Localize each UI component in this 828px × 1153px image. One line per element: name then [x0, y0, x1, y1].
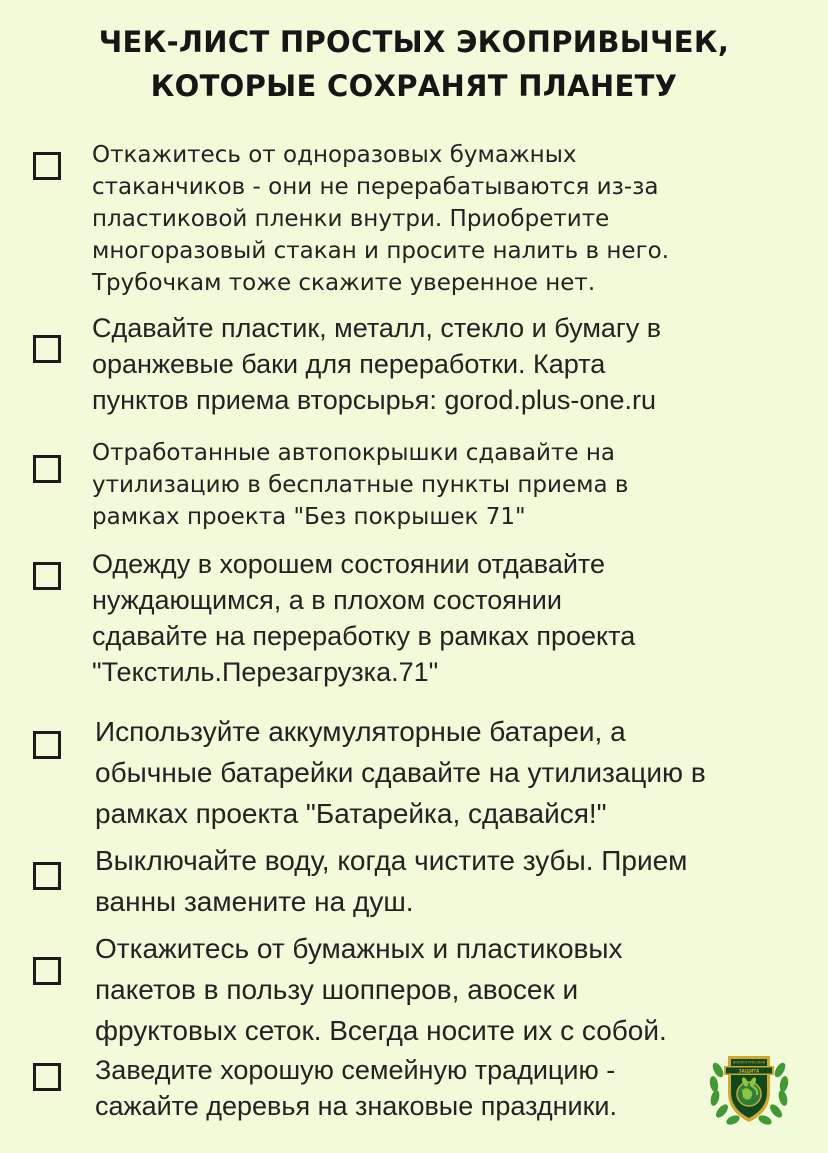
checkbox-4[interactable]: [33, 562, 61, 590]
checklist-item-text-1: Откажитесь от одноразовых бумажных стаканчиков - они не перерабатываются из-за пластиковой пленки внутри. Приобретите многоразовый стакан и просите налить в него. Трубочкам тоже скажите уверенное нет.: [92, 142, 670, 296]
checklist-item-text-3: Отработанные автопокрышки сдавайте на утилизацию в бесплатные пункты приема в рамках проекта "Без покрышек 71": [92, 440, 629, 530]
checklist-item-text-4: Одежду в хорошем состоянии отдавайте нуждающимся, а в плохом состоянии сдавайте на переработку в рамках проекта "Текстиль.Перезагрузка.71": [92, 549, 636, 687]
page-title: [0, 20, 828, 108]
shield-logo-icon: [706, 1046, 792, 1130]
checkbox-8[interactable]: [33, 1063, 61, 1091]
checklist-item-text-7: Откажитесь от бумажных и пластиковых пакетов в пользу шопперов, авосек и фруктовых сеток. Всегда носите их с собой.: [95, 933, 667, 1046]
checklist-item-text-6: Выключайте воду, когда чистите зубы. Прием ванны замените на душ.: [95, 845, 688, 917]
checkbox-1[interactable]: [33, 152, 61, 180]
checkbox-3[interactable]: [33, 455, 61, 483]
title-line-2: КОТОРЫЕ СОХРАНЯТ ПЛАНЕТУ: [150, 69, 678, 103]
checklist-item-text-5: Используйте аккумуляторные батареи, а обычные батарейки сдавайте на утилизацию в рамках проекта "Батарейка, сдавайся!": [95, 716, 706, 829]
checkbox-5[interactable]: [33, 731, 61, 759]
eco-protection-badge: [706, 1046, 792, 1130]
checklist-item-text-8: Заведите хорошую семейную традицию - сажайте деревья на знаковые праздники.: [95, 1055, 618, 1121]
title-line-1: ЧЕК-ЛИСТ ПРОСТЫХ ЭКОПРИВЫЧЕК,: [98, 25, 730, 59]
checkbox-7[interactable]: [33, 957, 61, 985]
checkbox-6[interactable]: [33, 862, 61, 890]
badge-top-text: ЭКОЛОГИЧЕСКАЯ: [732, 1060, 766, 1065]
badge-ribbon-text: ЗАЩИТА: [738, 1068, 760, 1074]
checklist-item-text-2: Сдавайте пластик, металл, стекло и бумагу в оранжевые баки для переработки. Карта пунктов приема вторсырья: gorod.plus-one.ru: [92, 313, 662, 415]
checkbox-2[interactable]: [33, 335, 61, 363]
